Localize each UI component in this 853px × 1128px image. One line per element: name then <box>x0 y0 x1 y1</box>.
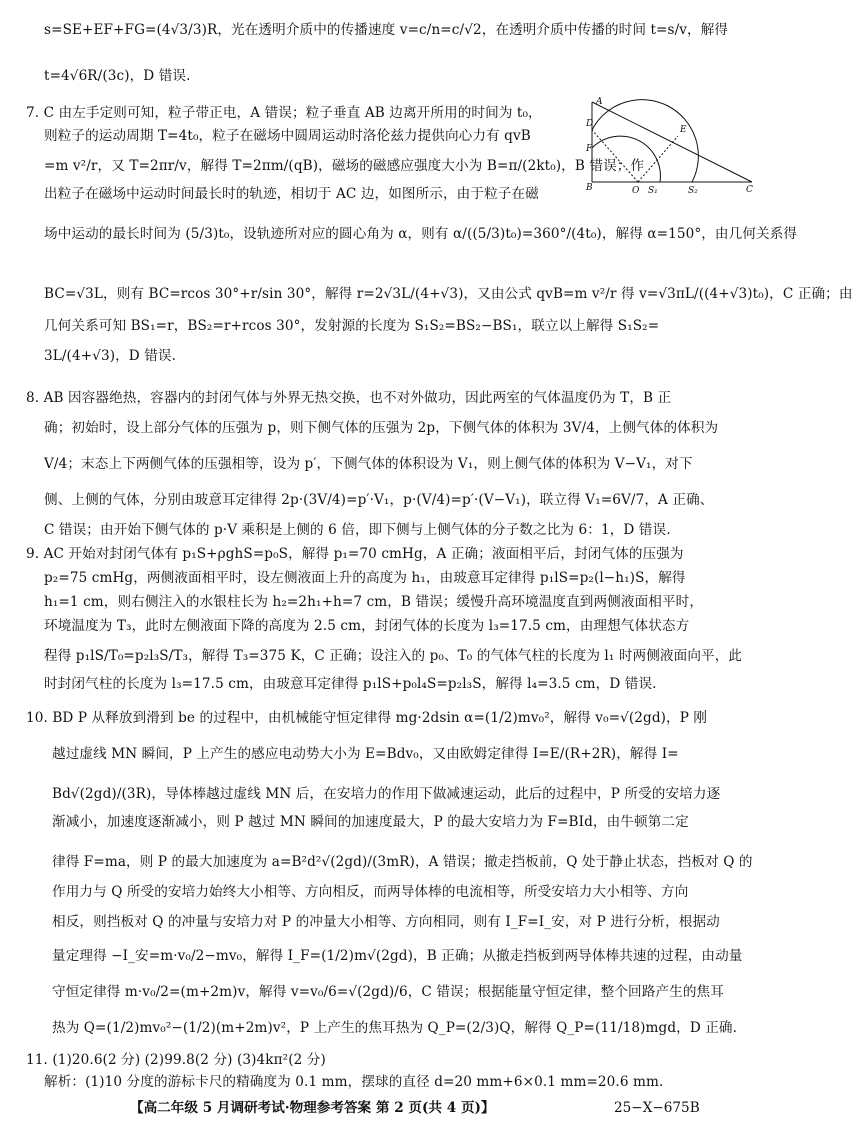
label-s2: S₂ <box>688 186 698 196</box>
text-line: 相反，则挡板对 Q 的冲量与安培力对 P 的冲量大小相等、方向相同，则有 I_F=I_安，对 P 进行分析，根据动 <box>52 914 720 930</box>
text-line: 环境温度为 T₃，此时左侧液面下降的高度为 2.5 cm，封闭气体的长度为 l₃=17.5 cm，由理想气体状态方 <box>44 618 690 634</box>
text-line: V/4；末态上下两侧气体的压强相等，设为 p′，下侧气体的体积设为 V₁，则上侧气体的体积为 V−V₁，对下 <box>44 456 693 472</box>
trajectory-arc-large <box>592 100 698 182</box>
edge-ac <box>592 102 752 182</box>
text-line: 8. AB 因容器绝热，容器内的封闭气体与外界无热交换，也不对外做功，因此两室的气体温度仍为 T，B 正 <box>26 390 672 406</box>
footer-code: 25−X−675B <box>614 1100 700 1116</box>
text-line: 程得 p₁lS/T₀=p₂l₃S/T₃，解得 T₃=375 K，C 正确；设注入的 p₀、T₀ 的气体气柱的长度为 l₁ 时两侧液面向平，此 <box>44 648 743 664</box>
text-line: Bd√(2gd)/(3R)，导体棒越过虚线 MN 后，在安培力的作用下做减速运动，此后的过程中，P 所受的安培力逐 <box>52 786 721 802</box>
text-line: 渐减小，加速度逐渐减小，则 P 越过 MN 瞬间的加速度最大，P 的最大安培力为 F=BId，由牛顿第二定 <box>52 814 689 830</box>
text-line: 侧、上侧的气体，分别由玻意耳定律得 2p·(3V/4)=p′·V₁，p·(V/4)=p′·(V−V₁)，联立得 V₁=6V/7，A 正确、 <box>44 492 714 508</box>
label-c: C <box>746 185 753 195</box>
text-line: s=SE+EF+FG=(4√3/3)R，光在透明介质中的传播速度 v=c/n=c/√2，在透明介质中传播的时间 t=s/v，解得 <box>44 22 729 38</box>
text-line: 确；初始时，设上部分气体的压强为 p，则下侧气体的压强为 2p，下侧气体的体积为 3V/4，上侧气体的体积为 <box>44 420 719 436</box>
label-a: A <box>596 97 603 107</box>
text-line: 作用力与 Q 所受的安培力始终大小相等、方向相反，而两导体棒的电流相等，所受安培力大小相等、方向 <box>52 884 689 900</box>
triangle-arc-figure <box>586 96 758 196</box>
label-f: F <box>586 144 593 154</box>
label-b: B <box>586 183 593 193</box>
text-line: 律得 F=ma，则 P 的最大加速度为 a=B²d²√(2gd)/(3mR)，A 错误；撤走挡板前，Q 处于静止状态，挡板对 Q 的 <box>52 854 753 870</box>
radius-line <box>638 136 678 182</box>
text-line: 场中运动的最长时间为 (5/3)t₀，设轨迹所对应的圆心角为 α，则有 α/((5/3)t₀)=360°/(4t₀)，解得 α=150°，由几何关系得 <box>44 226 798 242</box>
text-line: 量定理得 −I_安=m·v₀/2−mv₀，解得 I_F=(1/2)m√(2gd)，B 正确；从撤走挡板到两导体棒共速的过程，由动量 <box>52 948 743 964</box>
text-line: 则粒子的运动周期 T=4t₀，粒子在磁场中圆周运动时洛伦兹力提供向心力有 qvB <box>44 128 531 144</box>
text-line: 出粒子在磁场中运动时间最长时的轨迹，相切于 AC 边，如图所示，由于粒子在磁 <box>44 186 539 202</box>
text-line: 几何关系可知 BS₁=r，BS₂=r+rcos 30°，发射源的长度为 S₁S₂=BS₂−BS₁，联立以上解得 S₁S₂= <box>44 318 660 334</box>
label-s1: S₁ <box>648 186 658 196</box>
label-d: D <box>586 119 594 129</box>
label-o: O <box>632 186 640 196</box>
text-line: 3L/(4+√3)，D 错误. <box>44 348 177 364</box>
text-line: p₂=75 cmHg，两侧液面相平时，设左侧液面上升的高度为 h₁，由玻意耳定律得 p₁lS=p₂(l−h₁)S，解得 <box>44 570 686 586</box>
text-line: h₁=1 cm，则右侧注入的水银柱长为 h₂=2h₁+h=7 cm，B 错误；缓慢升高环境温度直到两侧液面相平时， <box>44 594 704 610</box>
footer-title: 【高二年级 5 月调研考试·物理参考答案 第 2 页(共 4 页)】 <box>130 1100 495 1116</box>
text-line: 7. C 由左手定则可知，粒子带正电，A 错误；粒子垂直 AB 边离开所用的时间为 t₀， <box>26 105 542 121</box>
text-line: 解析：(1)10 分度的游标卡尺的精确度为 0.1 mm，摆球的直径 d=20 mm+6×0.1 mm=20.6 mm. <box>44 1074 664 1090</box>
label-e: E <box>680 125 687 135</box>
text-line: C 错误；由开始下侧气体的 p·V 乘积是上侧的 6 倍，即下侧与上侧气体的分子数之比为 6：1，D 错误. <box>44 522 671 538</box>
text-line: 时封闭气柱的长度为 l₃=17.5 cm，由玻意耳定律得 p₁lS+p₀l₄S=p₂l₃S，解得 l₄=3.5 cm，D 错误. <box>44 676 657 692</box>
text-line: 11. (1)20.6(2 分) (2)99.8(2 分) (3)4kπ²(2 分) <box>26 1052 326 1068</box>
text-line: 10. BD P 从释放到滑到 be 的过程中，由机械能守恒定律得 mg·2dsin α=(1/2)mv₀²，解得 v₀=√(2gd)，P 刚 <box>26 710 708 726</box>
trajectory-arc-small <box>592 136 660 182</box>
text-line: 热为 Q=(1/2)mv₀²−(1/2)(m+2m)v²，P 上产生的焦耳热为 Q_P=(2/3)Q，解得 Q_P=(11/18)mgd，D 正确. <box>52 1020 738 1036</box>
text-line: =m v²/r，又 T=2πr/v，解得 T=2πm/(qB)，磁场的磁感应强度大小为 B=π/(2kt₀)，B 错误；作 <box>44 158 645 174</box>
text-line: 越过虚线 MN 瞬间，P 上产生的感应电动势大小为 E=Bdv₀，又由欧姆定律得 I=E/(R+2R)，解得 I= <box>52 746 679 762</box>
text-line: t=4√6R/(3c)，D 错误. <box>44 68 191 84</box>
text-line: 守恒定律得 m·v₀/2=(m+2m)v，解得 v=v₀/6=√(2gd)/6，C 错误；根据能量守恒定律，整个回路产生的焦耳 <box>52 984 724 1000</box>
text-line: 9. AC 开始对封闭气体有 p₁S+ρghS=p₀S，解得 p₁=70 cmHg，A 正确；液面相平后，封闭气体的压强为 <box>26 546 684 562</box>
text-line: BC=√3L，则有 BC=rcos 30°+r/sin 30°，解得 r=2√3L/(4+√3)，又由公式 qvB=m v²/r 得 v=√3πL/((4+√3)t₀)，C 正确；由 <box>44 286 853 302</box>
